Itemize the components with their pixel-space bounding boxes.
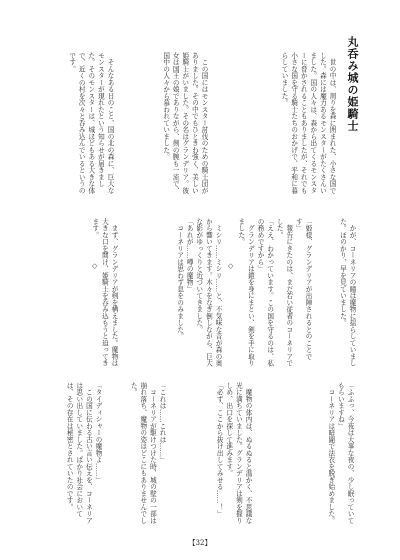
text-block-bottom-left: 「これは……これは……」 コーネリアが駆けつけた時、城の壁の一部は崩れ落ち、魔物の姿はどこにもありませんでした。 (129, 382, 166, 524)
text-block-bottom-far-left: 「タイディシャーの魔物よ……」 この国に伝わる古い言い伝えを、コーネリアは思い出していました。ばかり社会においては、その存在は秘密とされていたのです。 (65, 382, 102, 524)
text-block-bottom-middle: 魔物の体内は、ぬるぬると温かく、不思議な光に満ちていました。グランデリアは剣を握りしめ、出口を探して進みます。 「必ず、ここから抜け出してみせる……！」 (215, 382, 252, 524)
section-divider: ◇ (92, 262, 98, 270)
section-divider: ◇ (228, 262, 234, 270)
text-block-mid-middle: ミシリ……ミシリ……と、不気味な音が森の奥から響いてきます。木々をなぎ倒しながら、巨大な影がゆっくりと近づいてきました。 「あれが……噂の魔物」 コーネリアは思わず息をのみました。 (175, 218, 222, 367)
text-block-mid-right: 「姫様、グランデリアが出陣されるとのことです」 報告にきたのは、まだ若い従者のコーネリアでした。 「ええ、わかっています。この国を守るのは、私の務めですから」 グランデリアは鎧を身にまとい、剣を手に取りました。 (236, 218, 312, 367)
text-block-mid-far-right: かが、コーネリアの瞳は魔物に揺らしていました。ほのかり、早を見ていました。 (338, 218, 356, 367)
text-block-top-right: 世の中は、周りを森に囲まれた、小さな国でした。森には魔力あるモンスターがたくさんいました。国の人々は、森から出てくるモンスターに脅かされることもありましたが、それでも小さな国を守る騎士たちのおかげで、平和に暮らしていました。 (280, 52, 336, 194)
page-number: 【32】 (188, 539, 212, 547)
text-block-mid-left: まず、グランデリアが剣を構えました。魔物は大きな口を開け、姫騎士を呑み込もうと迫ってきます。 (90, 218, 118, 367)
text-block-bottom-right: 「ふふっ、今夜は大事な夜の、少し眠っていてもらいますね」 コーネリアは暗闇で法衣を脱ぎ始めました。 (326, 382, 354, 524)
chapter-title: 丸呑み城の姫騎士 (346, 36, 359, 132)
text-block-top-middle: この国にはモンスター討伐のための騎士団がありました。その中でもひときわ強く、美しい姫騎士がいました。その名はグランデリア。彼女は国王の娘でありながら、剣の腕も一流で、国中の人々から慕われていました。 (161, 52, 208, 194)
text-block-top-left: そんなある日のこと、国の北の森に、巨大なモンスターが現れたという知らせが届きました。そのモンスターは、城ほどもある大きな体で、近くの村を次々と呑み込んでいるというのです。 (67, 52, 114, 194)
